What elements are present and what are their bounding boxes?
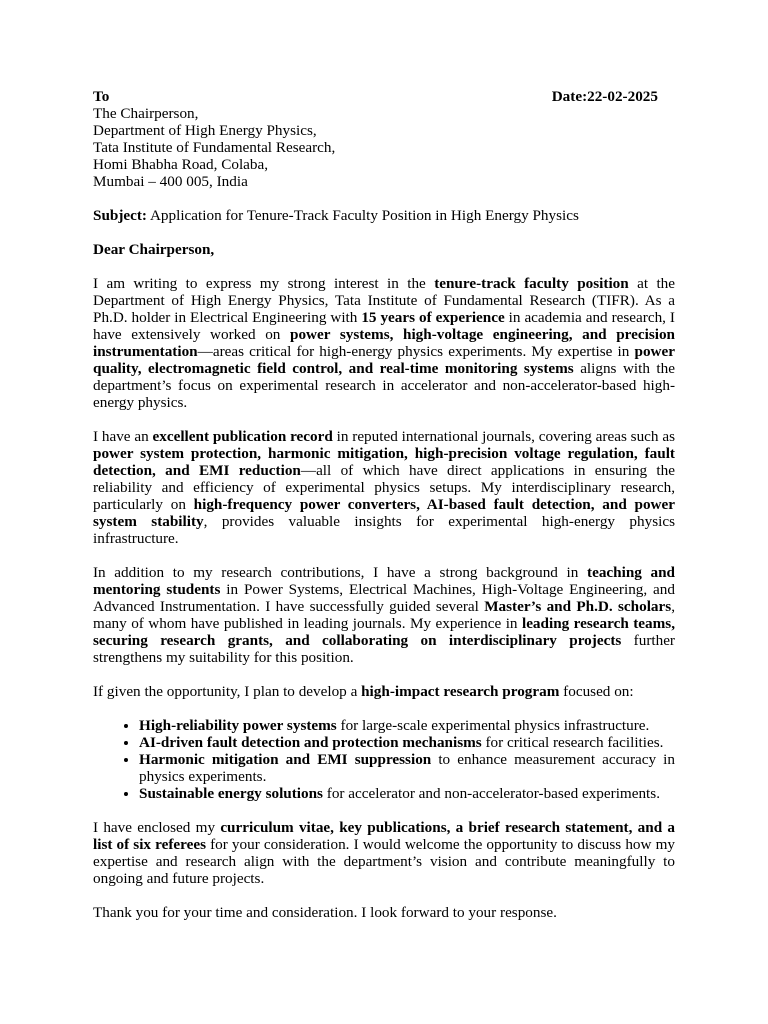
text-run: in academia and research, I have extensively worked on <box>93 309 675 343</box>
text-run: for critical research facilities. <box>481 734 664 751</box>
emphasis-text: power systems, high-voltage engineering, and precision instrumentation <box>93 326 675 360</box>
emphasis-text: power system protection, harmonic mitigation, high-precision voltage regulation, fault detection, and EMI reduction <box>93 445 675 479</box>
text-run: in reputed international journals, covering areas such as <box>332 428 675 445</box>
emphasis-text: leading research teams, securing research grants, and collaborating on interdisciplinary projects <box>93 615 675 649</box>
date-label: Date:22-02-2025 <box>551 88 658 105</box>
emphasis-text: teaching and mentoring students <box>93 564 675 598</box>
text-run: in Power Systems, Electrical Machines, High-Voltage Engineering, and Advanced Instrumentation. I have successfully guided several <box>93 581 675 615</box>
letter <box>93 88 675 921</box>
address-line: Homi Bhabha Road, Colaba, <box>93 156 269 173</box>
emphasis-text: high-frequency power converters, AI-based fault detection, and power system stability <box>93 496 675 530</box>
body-paragraph <box>93 564 675 666</box>
list-item <box>139 734 675 751</box>
emphasis-text: Sustainable energy solutions <box>139 785 323 802</box>
research-focus-list <box>93 717 675 802</box>
emphasis-text: Harmonic mitigation and EMI suppression <box>139 751 432 768</box>
address-line: Mumbai – 400 005, India <box>93 173 248 190</box>
letter-header <box>93 88 658 105</box>
text-run: —areas critical for high-energy physics experiments. My expertise in <box>197 343 635 360</box>
body-paragraph <box>93 275 675 411</box>
emphasis-text: Master’s and Ph.D. scholars <box>484 598 672 615</box>
address-line: The Chairperson, <box>93 105 199 122</box>
emphasis-text: tenure-track faculty position <box>434 275 629 292</box>
text-run: In addition to my research contributions, I have a strong background in <box>93 564 588 581</box>
address-line: Tata Institute of Fundamental Research, <box>93 139 336 156</box>
to-label: To <box>93 88 110 105</box>
body-paragraph <box>93 683 675 700</box>
text-run: I have enclosed my <box>93 819 221 836</box>
salutation: Dear Chairperson, <box>93 241 215 258</box>
emphasis-text: AI-driven fault detection and protection mechanisms <box>139 734 482 751</box>
list-item <box>139 751 675 785</box>
text-run: for large-scale experimental physics infrastructure. <box>336 717 650 734</box>
text-run: further strengthens my suitability for this position. <box>93 632 675 666</box>
text-run: , many of whom have published in leading journals. My experience in <box>93 598 675 632</box>
list-item <box>139 717 675 734</box>
text-run: at the Department of High Energy Physics, Tata Institute of Fundamental Research (TIFR). As a Ph.D. holder in Electrical Engineering with <box>93 275 675 326</box>
text-run: I am writing to express my strong interest in the <box>93 275 435 292</box>
emphasis-text: power quality, electromagnetic field control, and real-time monitoring systems <box>93 343 675 377</box>
text-run: for your consideration. I would welcome the opportunity to discuss how my expertise and research align with the department’s vision and contribute meaningfully to ongoing and future projects. <box>93 836 675 887</box>
subject-text: Application for Tenure-Track Faculty Position in High Energy Physics <box>147 207 579 224</box>
text-run: for accelerator and non-accelerator-based experiments. <box>322 785 660 802</box>
text-run: —all of which have direct applications in ensuring the reliability and efficiency of experimental physics setups. My interdisciplinary research, particularly on <box>93 462 675 513</box>
subject-label: Subject: <box>93 207 147 224</box>
emphasis-text: High-reliability power systems <box>139 717 337 734</box>
recipient-address <box>93 105 675 190</box>
text-run: focused on: <box>559 683 634 700</box>
text-run: aligns with the department’s focus on experimental research in accelerator and non-accelerator-based high-energy physics. <box>93 360 675 411</box>
emphasis-text: high-impact research program <box>361 683 560 700</box>
text-run: Thank you for your time and consideration. I look forward to your response. <box>93 904 557 921</box>
text-run: to enhance measurement accuracy in physics experiments. <box>139 751 675 785</box>
body-paragraph <box>93 428 675 547</box>
address-line: Department of High Energy Physics, <box>93 122 317 139</box>
emphasis-text: excellent publication record <box>152 428 333 445</box>
text-run: I have an <box>93 428 153 445</box>
closing-paragraph <box>93 819 675 887</box>
text-run: If given the opportunity, I plan to develop a <box>93 683 362 700</box>
text-run: , provides valuable insights for experimental high-energy physics infrastructure. <box>93 513 675 547</box>
emphasis-text: curriculum vitae, key publications, a brief research statement, and a list of six referees <box>93 819 675 853</box>
closing-paragraph <box>93 904 675 921</box>
emphasis-text: 15 years of experience <box>361 309 505 326</box>
list-item <box>139 785 675 802</box>
subject-line <box>93 207 675 224</box>
